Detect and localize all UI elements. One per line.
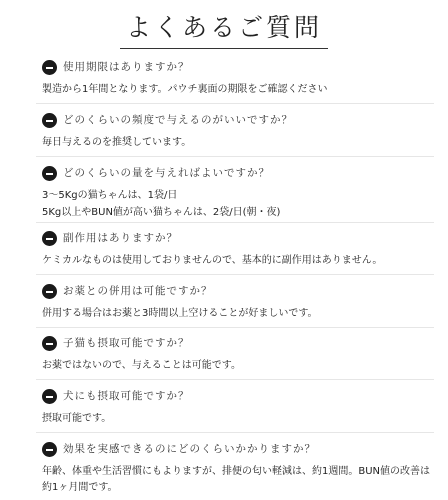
faq-answer: 摂取可能です。 <box>42 413 112 424</box>
faq-item-effect-time[interactable] <box>42 442 434 495</box>
faq-answer-line-1: 年齢、体重や生活習慣にもよりますが、排便の匂い軽減は、約1週間。BUN値の改善は <box>42 466 431 477</box>
faq-question[interactable]: どのくらいの頻度で与えるのがいいですか？ <box>42 113 434 131</box>
collapse-icon[interactable] <box>42 166 57 181</box>
faq-question[interactable]: 子猫も摂取可能ですか？ <box>42 336 434 354</box>
divider <box>36 103 434 104</box>
faq-answer: 併用する場合はお薬と3時間以上空けることが好ましいです。 <box>42 308 318 319</box>
collapse-icon[interactable] <box>42 113 57 128</box>
faq-answer-line-2: 5Kg以上やBUN値が高い猫ちゃんは、2袋/日(朝・夜) <box>42 207 281 218</box>
faq-question[interactable]: お薬との併用は可能ですか？ <box>42 284 434 302</box>
faq-question[interactable]: 使用期限はありますか？ <box>42 60 434 78</box>
page-title <box>0 8 448 49</box>
collapse-icon[interactable] <box>42 231 57 246</box>
collapse-icon[interactable] <box>42 389 57 404</box>
faq-item-dogs[interactable] <box>42 389 434 426</box>
faq-answer-line-2: 約1ヶ月間です。 <box>42 482 118 493</box>
divider <box>36 327 434 328</box>
faq-item-expiry[interactable] <box>42 60 434 97</box>
divider <box>36 274 434 275</box>
divider <box>36 156 434 157</box>
faq-answer: お薬ではないので、与えることは可能です。 <box>42 360 241 371</box>
divider <box>36 379 434 380</box>
faq-question[interactable]: 効果を実感できるのにどのくらいかかりますか？ <box>42 442 434 460</box>
faq-answer: 製造から1年間となります。パウチ裏面の期限をご確認ください <box>42 84 328 95</box>
collapse-icon[interactable] <box>42 284 57 299</box>
faq-answer: 毎日与えるのを推奨しています。 <box>42 137 192 148</box>
faq-answer: ケミカルなものは使用しておりませんので、基本的に副作用はありません。 <box>42 255 383 266</box>
faq-item-medication[interactable] <box>42 284 434 321</box>
page-title-text: よくあるご質問 <box>120 8 328 49</box>
faq-question[interactable]: どのくらいの量を与えればよいですか？ <box>42 166 434 184</box>
faq-item-amount[interactable] <box>42 166 434 220</box>
faq-item-side-effects[interactable] <box>42 231 434 268</box>
faq-item-frequency[interactable] <box>42 113 434 150</box>
faq-question[interactable]: 副作用はありますか？ <box>42 231 434 249</box>
collapse-icon[interactable] <box>42 442 57 457</box>
faq-answer-line-1: 3〜5Kgの猫ちゃんは、1袋/日 <box>42 190 178 201</box>
collapse-icon[interactable] <box>42 336 57 351</box>
faq-item-kittens[interactable] <box>42 336 434 373</box>
collapse-icon[interactable] <box>42 60 57 75</box>
divider <box>36 222 434 223</box>
faq-question[interactable]: 犬にも摂取可能ですか？ <box>42 389 434 407</box>
divider <box>36 432 434 433</box>
